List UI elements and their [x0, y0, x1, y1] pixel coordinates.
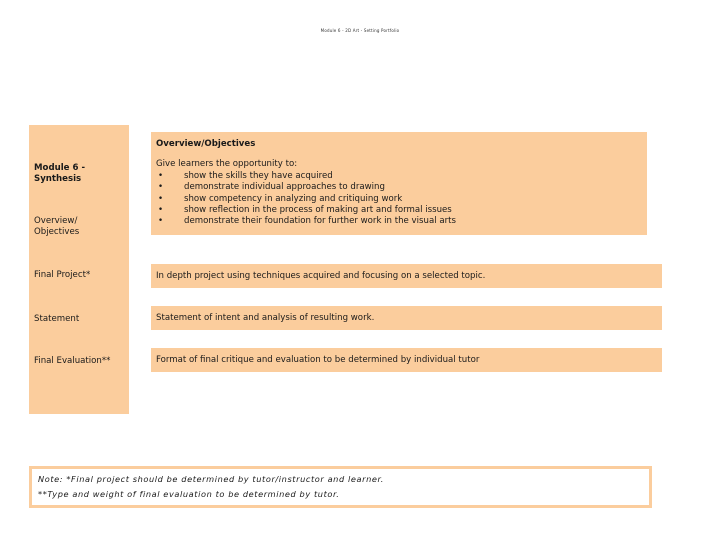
final-evaluation-text: Format of final critique and evaluation to be determined by individual tutor: [156, 355, 480, 365]
note-line-1: Note: *Final project should be determined by tutor/instructor and learner.: [38, 474, 384, 484]
module-title: Module 6 - Synthesis: [34, 163, 86, 185]
overview-label: Overview/ Objectives: [34, 216, 80, 238]
objectives-list: [156, 171, 636, 227]
overview-heading: Overview/Objectives: [156, 139, 256, 149]
statement-text: Statement of intent and analysis of resulting work.: [156, 313, 375, 323]
objectives-intro: Give learners the opportunity to:: [156, 159, 298, 169]
note-line-2: **Type and weight of final evaluation to be determined by tutor.: [38, 489, 340, 499]
objective-item: • demonstrate individual approaches to drawing: [156, 182, 636, 193]
final-evaluation-label: Final Evaluation**: [34, 356, 111, 366]
final-project-text: In depth project using techniques acquired and focusing on a selected topic.: [156, 271, 486, 281]
objective-item: • show the skills they have acquired: [156, 171, 636, 182]
objective-item: • demonstrate their foundation for further work in the visual arts: [156, 216, 636, 227]
notes-box: [29, 466, 652, 508]
objective-item: • show reflection in the process of making art and formal issues: [156, 205, 636, 216]
objective-item: • show competency in analyzing and critiquing work: [156, 194, 636, 205]
statement-label: Statement: [34, 314, 80, 324]
document-header: Module 6 - 2D Art - Setting Portfolio: [320, 28, 400, 33]
final-project-label: Final Project*: [34, 270, 91, 280]
